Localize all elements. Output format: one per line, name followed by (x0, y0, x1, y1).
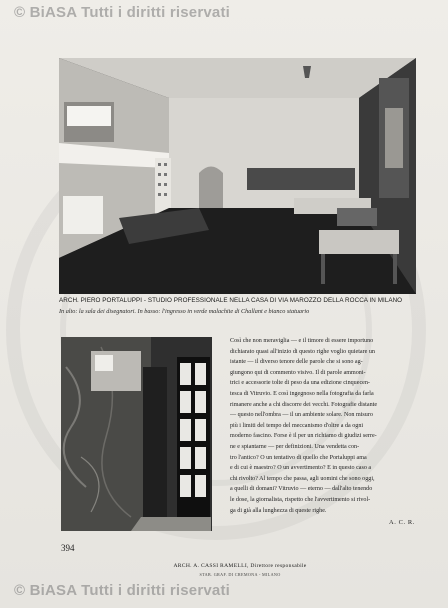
article-line: trici e accessorie tolte di peso da una edizione cinquecen- (230, 380, 370, 387)
copyright-watermark-bottom: © BiASA Tutti i diritti riservati (14, 582, 231, 599)
copyright-watermark-top: © BiASA Tutti i diritti riservati (14, 4, 231, 21)
article-line: istante — il diverso tenore delle parole che si sono ag- (230, 359, 363, 366)
article-line: rimanere anche a chi discorre dei vecchi. Fotografie distante (230, 401, 378, 408)
article-text (230, 336, 416, 516)
footer-editor-line: ARCH. A. CASSI RAMELLI, Direttore responsabile (173, 563, 307, 569)
photo-drafting-room (59, 58, 416, 294)
author-signature: A. C. R. (389, 519, 415, 526)
article-line: ne e spiantarne — per definizioni. Una vendetta con- (230, 443, 360, 450)
figure-title: ARCH. PIERO PORTALUPPI - STUDIO PROFESSIONALE NELLA CASA DI VIA MAROZZO DELLA ROCCA IN MILANO (59, 297, 403, 304)
article-line: moderno fascino. Forse è il per un richiamo di giudizi serre- (230, 433, 377, 440)
article-line: giungono qui di commento visivo. Il di parole ammoni- (230, 369, 366, 376)
article-line: a quelli di domani? Vitruvio — eterno — dall'alto tenendo (230, 486, 373, 493)
article-line: e di cui è maestro? O un avvertimento? E in questo caso a (230, 465, 372, 472)
figure-subtitle: In alto: la sala dei disegnatori. In basso: l'ingresso in verde malachite di Challant e bianco statuario (59, 308, 310, 315)
article-line: chi rivolto? Al tempo che passa, agli uomini che sono oggi, (230, 475, 375, 482)
article-line: tesca di Vitruvio. E così ingegnoso nella fotografia da farla (230, 390, 374, 397)
article-line: dichiarato quasi all'inizio di questo righe voglio quietare un (230, 348, 375, 355)
article-line: più i limiti del tempo del meccanismo d'oltre a da ogni (230, 422, 364, 429)
page-number: 394 (61, 543, 75, 553)
photo-entrance (61, 337, 212, 531)
article-line: Così che non meraviglia — e il timore di essere importuno (230, 338, 374, 344)
article-line: — questo nell'ombra — il un ambiente solare. Non misuro (230, 412, 373, 419)
article-line: le dose, la giornalista, rispetto che l'avvertimento si rivol- (230, 496, 371, 503)
article-line: ga di già alla lunghezza di queste righe. (230, 507, 327, 514)
article-line: tro l'antico? O un tentativo di quello che Portaluppi ama (230, 454, 367, 461)
footer-printer-line: STAB. GRAF. DI CREMONA - MILANO (199, 572, 281, 577)
